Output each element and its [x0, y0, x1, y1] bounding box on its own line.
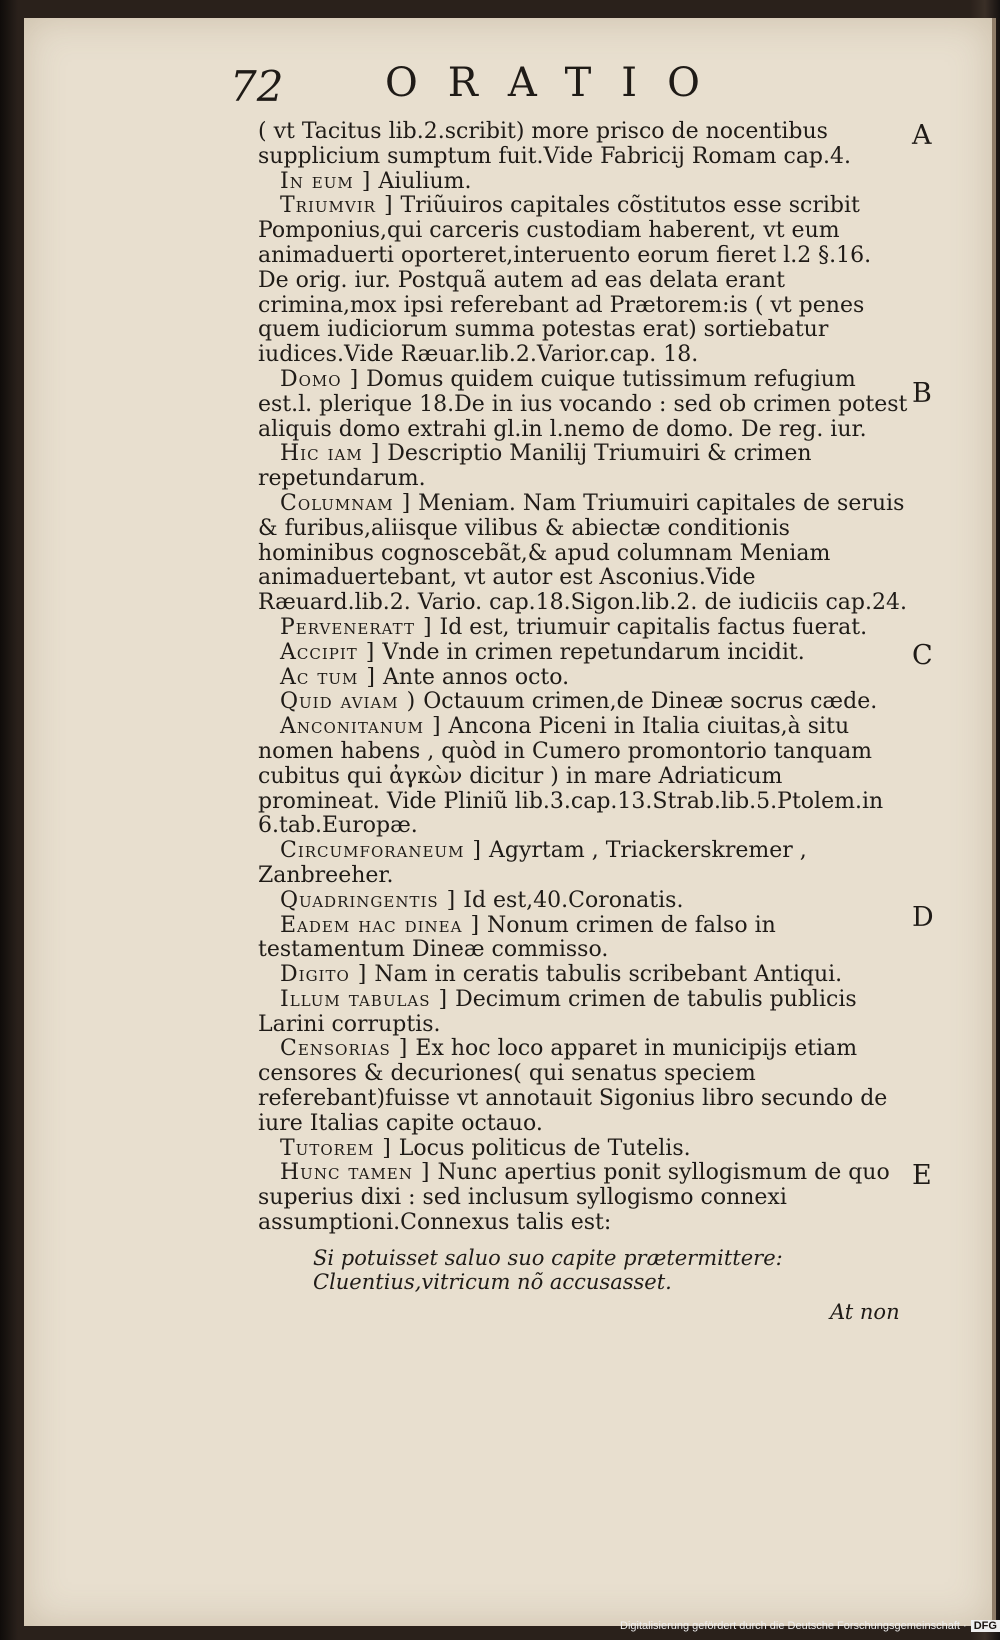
- lemma: Accipit ]: [280, 639, 376, 665]
- lemma: Hic iam ]: [280, 441, 381, 467]
- commentary-paragraph: [258, 666, 908, 691]
- commentary-paragraph: [258, 170, 908, 195]
- commentary-paragraph: [258, 988, 908, 1038]
- gloss-text: Agyrtam , Triackerskremer , Zanbreeher.: [258, 838, 807, 888]
- commentary-paragraph: [258, 690, 908, 715]
- syllogism-verse: Si potuisset saluo suo capite prætermittere: Cluentius,vitricum nõ accusasset.: [313, 1245, 783, 1294]
- catchword: At non: [830, 1300, 900, 1324]
- commentary-paragraph: [258, 194, 908, 368]
- margin-letter-e: E: [912, 1160, 932, 1191]
- lemma: Anconitanum ]: [280, 714, 442, 740]
- commentary-paragraph: [258, 889, 908, 914]
- gloss-text: Octauum crimen,de Dineæ socrus cæde.: [416, 689, 878, 715]
- commentary-paragraph: [258, 368, 908, 442]
- commentary-paragraph: [258, 839, 908, 889]
- page-number: 72: [230, 62, 284, 111]
- gloss-text: Nam in ceratis tabulis scribebant Antiqui.: [367, 962, 843, 988]
- commentary-paragraph: [258, 1037, 908, 1136]
- commentary-paragraph: [258, 442, 908, 492]
- margin-letter-a: A: [912, 120, 932, 151]
- gloss-text: Decimum crimen de tabulis publicis Larini corruptis.: [258, 986, 857, 1037]
- running-title: ORATIO: [385, 60, 730, 106]
- gloss-text: Id est, triumuir capitalis factus fuerat.: [432, 614, 868, 640]
- commentary-paragraph: [258, 1161, 908, 1235]
- gloss-text: Locus politicus de Tutelis.: [391, 1135, 691, 1161]
- commentary-paragraph: [258, 715, 908, 839]
- margin-letter-c: C: [912, 640, 933, 671]
- footer-text: Digitalisierung gefördert durch die Deutsche Forschungsgemeinschaft ·: [620, 1620, 967, 1632]
- gloss-text: Descriptio Manilij Triumuiri & crimen repetundarum.: [258, 441, 812, 492]
- gloss-text: Triũuiros capitales cõstitutos esse scribit Pomponius,qui carceris custodiam haberent, vt eum animaduerti oporteret,interuento eorum fieret l.2 §.16. De orig. iur. Postquã autem ad eas delata erant crimina,mox ipsi referebant ad Prætorem:is ( vt penes quem iudiciorum summa potestas erat) sortiebatur iudices.Vide Ræuar.lib.2.Varior.cap. 18.: [258, 193, 872, 368]
- margin-letter-d: D: [912, 902, 934, 933]
- gloss-text: Nonum crimen de falso in testamentum Dineæ commisso.: [258, 912, 776, 963]
- commentary-paragraph: [258, 492, 908, 616]
- margin-letters: [912, 120, 962, 1220]
- lemma: Tutorem ]: [280, 1135, 392, 1161]
- lemma: Perveneratt ]: [280, 614, 433, 640]
- commentary-paragraph: [258, 641, 908, 666]
- gloss-text: Ancona Piceni in Italia ciuitas,à situ nomen habens , quòd in Cumero promontorio tanquam cubitus qui ἀγκὼν dicitur ) in mare Adriaticum promineat. Vide Pliniũ lib.3.cap.13.Strab.lib.5.Ptolem.in 6.tab.Europæ.: [258, 714, 884, 839]
- lemma: Circumforaneum ]: [280, 838, 483, 864]
- gloss-text: Vnde in crimen repetundarum incidit.: [375, 639, 805, 665]
- lemma: Domo ]: [280, 366, 360, 392]
- gloss-text: Ex hoc loco apparet in municipijs etiam censores & decuriones( qui senatus speciem referebant)fuisse vt annotauit Sigonius libro secundo de iure Italias capite octauo.: [258, 1036, 888, 1136]
- dfg-logo: DFG: [971, 1620, 1000, 1632]
- gloss-text: Domus quidem cuique tutissimum refugium est.l. plerique 18.De in ius vocando : sed ob crimen potest aliquis domo extrahi gl.in l.nemo de domo. De reg. iur.: [258, 366, 908, 442]
- gloss-text: Meniam. Nam Triumuiri capitales de seruis & furibus,aliisque vilibus & abiectæ conditionis hominibus cognoscebãt,& apud columnam Meniam animaduertebant, vt autor est Asconius.Vide Ræuard.lib.2. Vario. cap.18.Sigon.lib.2. de iudiciis cap.24.: [258, 490, 907, 616]
- lemma: Quid aviam ): [280, 689, 417, 715]
- lemma: Quadringentis ]: [280, 887, 457, 913]
- lemma: In eum ]: [280, 168, 372, 194]
- gloss-text: Aiulium.: [371, 168, 472, 194]
- commentary-text: [258, 120, 908, 1294]
- lemma: Illum tabulas ]: [280, 986, 449, 1012]
- gloss-text: ( vt Tacitus lib.2.scribit) more prisco de nocentibus supplicium sumptum fuit.Vide Fabricij Romam cap.4.: [258, 119, 852, 169]
- commentary-paragraph: [258, 963, 908, 988]
- lemma: Triumvir ]: [280, 193, 394, 219]
- gloss-text: Nunc apertius ponit syllogismum de quo superius dixi : sed inclusum syllogismo connexi assumptioni.Connexus talis est:: [258, 1160, 890, 1236]
- lemma: Ac tum ]: [280, 664, 376, 690]
- lemma: Digito ]: [280, 962, 368, 988]
- lemma: Hunc tamen ]: [280, 1160, 431, 1186]
- digitization-footer: [620, 1620, 997, 1636]
- gloss-text: Id est,40.Coronatis.: [456, 887, 684, 913]
- commentary-paragraph: [258, 1137, 908, 1162]
- gloss-text: Ante annos octo.: [375, 664, 570, 690]
- commentary-paragraph: [258, 120, 908, 170]
- lemma: Eadem hac dinea ]: [280, 912, 481, 938]
- commentary-paragraph: [258, 616, 908, 641]
- lemma: Columnam ]: [280, 490, 412, 516]
- commentary-paragraph: [258, 914, 908, 964]
- margin-letter-b: B: [912, 378, 932, 409]
- lemma: Censorias ]: [280, 1036, 409, 1062]
